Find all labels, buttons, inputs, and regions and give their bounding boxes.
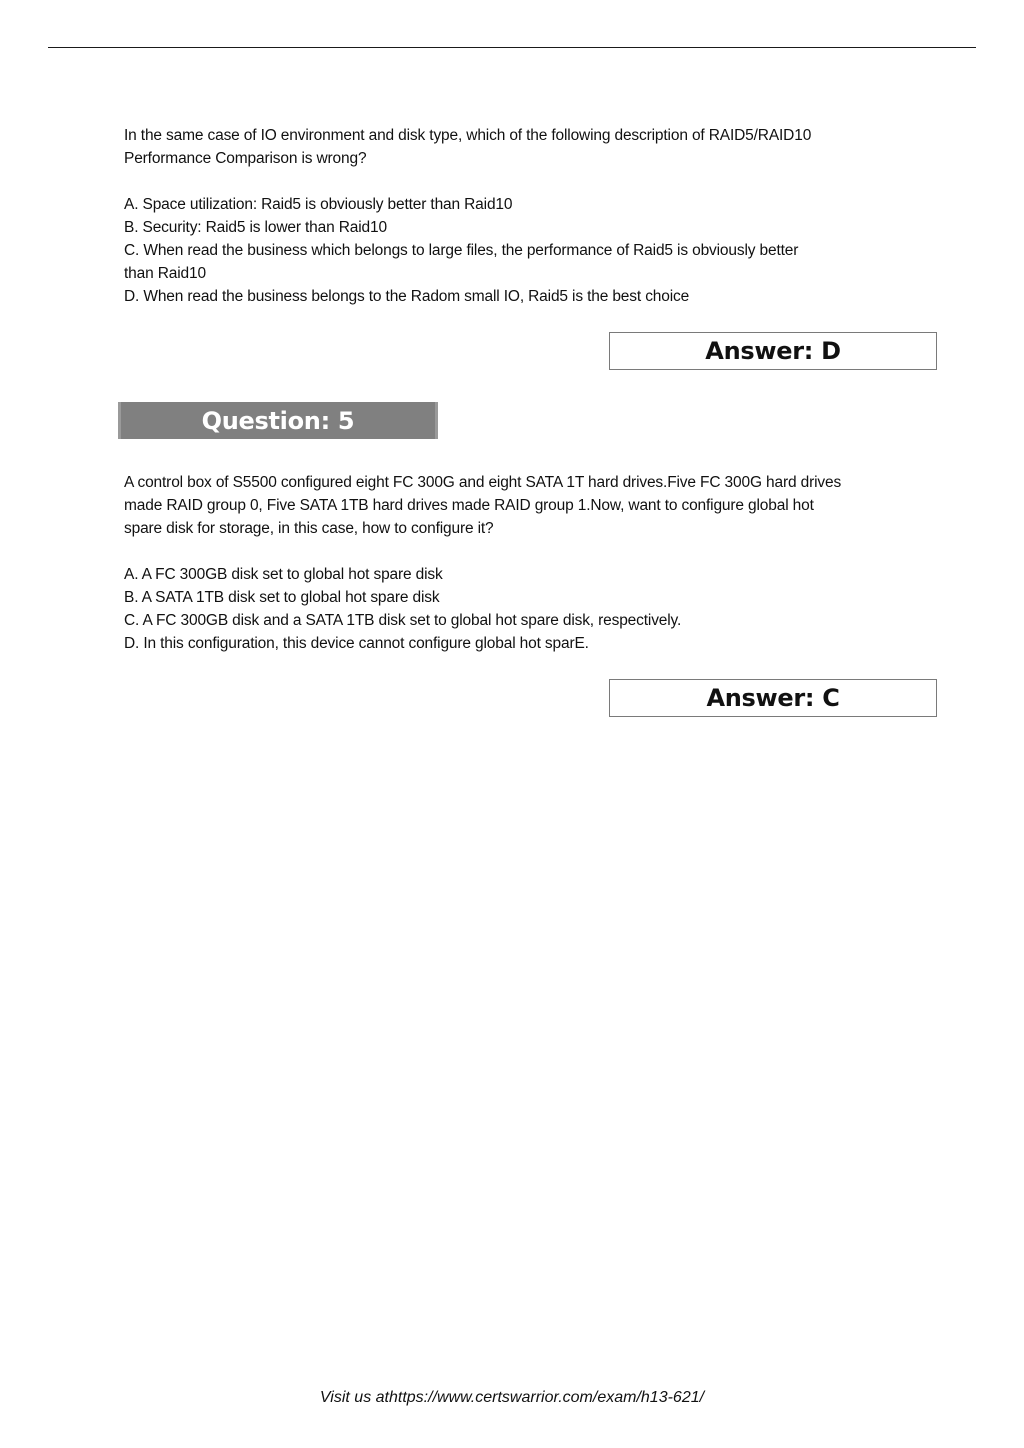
question-5-stem-line-1: A control box of S5500 configured eight FC 300G and eight SATA 1T hard drives.Five FC 300G hard drives <box>124 474 842 491</box>
question-4-option-c-cont: than Raid10 <box>124 265 206 282</box>
question-5-answer: Answer: C <box>706 684 840 712</box>
question-5-stem-line-3: spare disk for storage, in this case, how to configure it? <box>124 520 494 537</box>
footer-link-text[interactable]: Visit us athttps://www.certswarrior.com/exam/h13-621/ <box>319 1389 705 1406</box>
question-4-answer: Answer: D <box>705 337 841 365</box>
question-5-option-d: D. In this configuration, this device cannot configure global hot sparE. <box>124 635 589 652</box>
question-5-stem-line-2: made RAID group 0, Five SATA 1TB hard drives made RAID group 1.Now, want to configure global hot <box>124 497 814 514</box>
question-4-option-d: D. When read the business belongs to the Radom small IO, Raid5 is the best choice <box>124 288 690 305</box>
header-rule <box>48 47 976 48</box>
question-4-option-b: B. Security: Raid5 is lower than Raid10 <box>124 219 387 236</box>
question-5-option-a: A. A FC 300GB disk set to global hot spare disk <box>124 566 443 583</box>
question-4-stem-line-1: In the same case of IO environment and disk type, which of the following description of RAID5/RAID10 <box>124 127 812 144</box>
question-5-option-b: B. A SATA 1TB disk set to global hot spare disk <box>124 589 440 606</box>
question-4-options <box>124 193 934 308</box>
question-5-heading: Question: 5 <box>201 406 355 435</box>
question-5-option-c: C. A FC 300GB disk and a SATA 1TB disk set to global hot spare disk, respectively. <box>124 612 682 629</box>
question-4-stem <box>124 124 934 170</box>
question-4-option-a: A. Space utilization: Raid5 is obviously better than Raid10 <box>124 196 513 213</box>
question-4-answer-box <box>609 332 937 370</box>
question-5-stem <box>124 471 934 540</box>
question-4-option-c: C. When read the business which belongs to large files, the performance of Raid5 is obviously better <box>124 242 799 259</box>
question-5-answer-box <box>609 679 937 717</box>
question-5-banner <box>118 402 438 439</box>
question-5-options <box>124 563 934 655</box>
question-4-stem-line-2: Performance Comparison is wrong? <box>124 150 367 167</box>
